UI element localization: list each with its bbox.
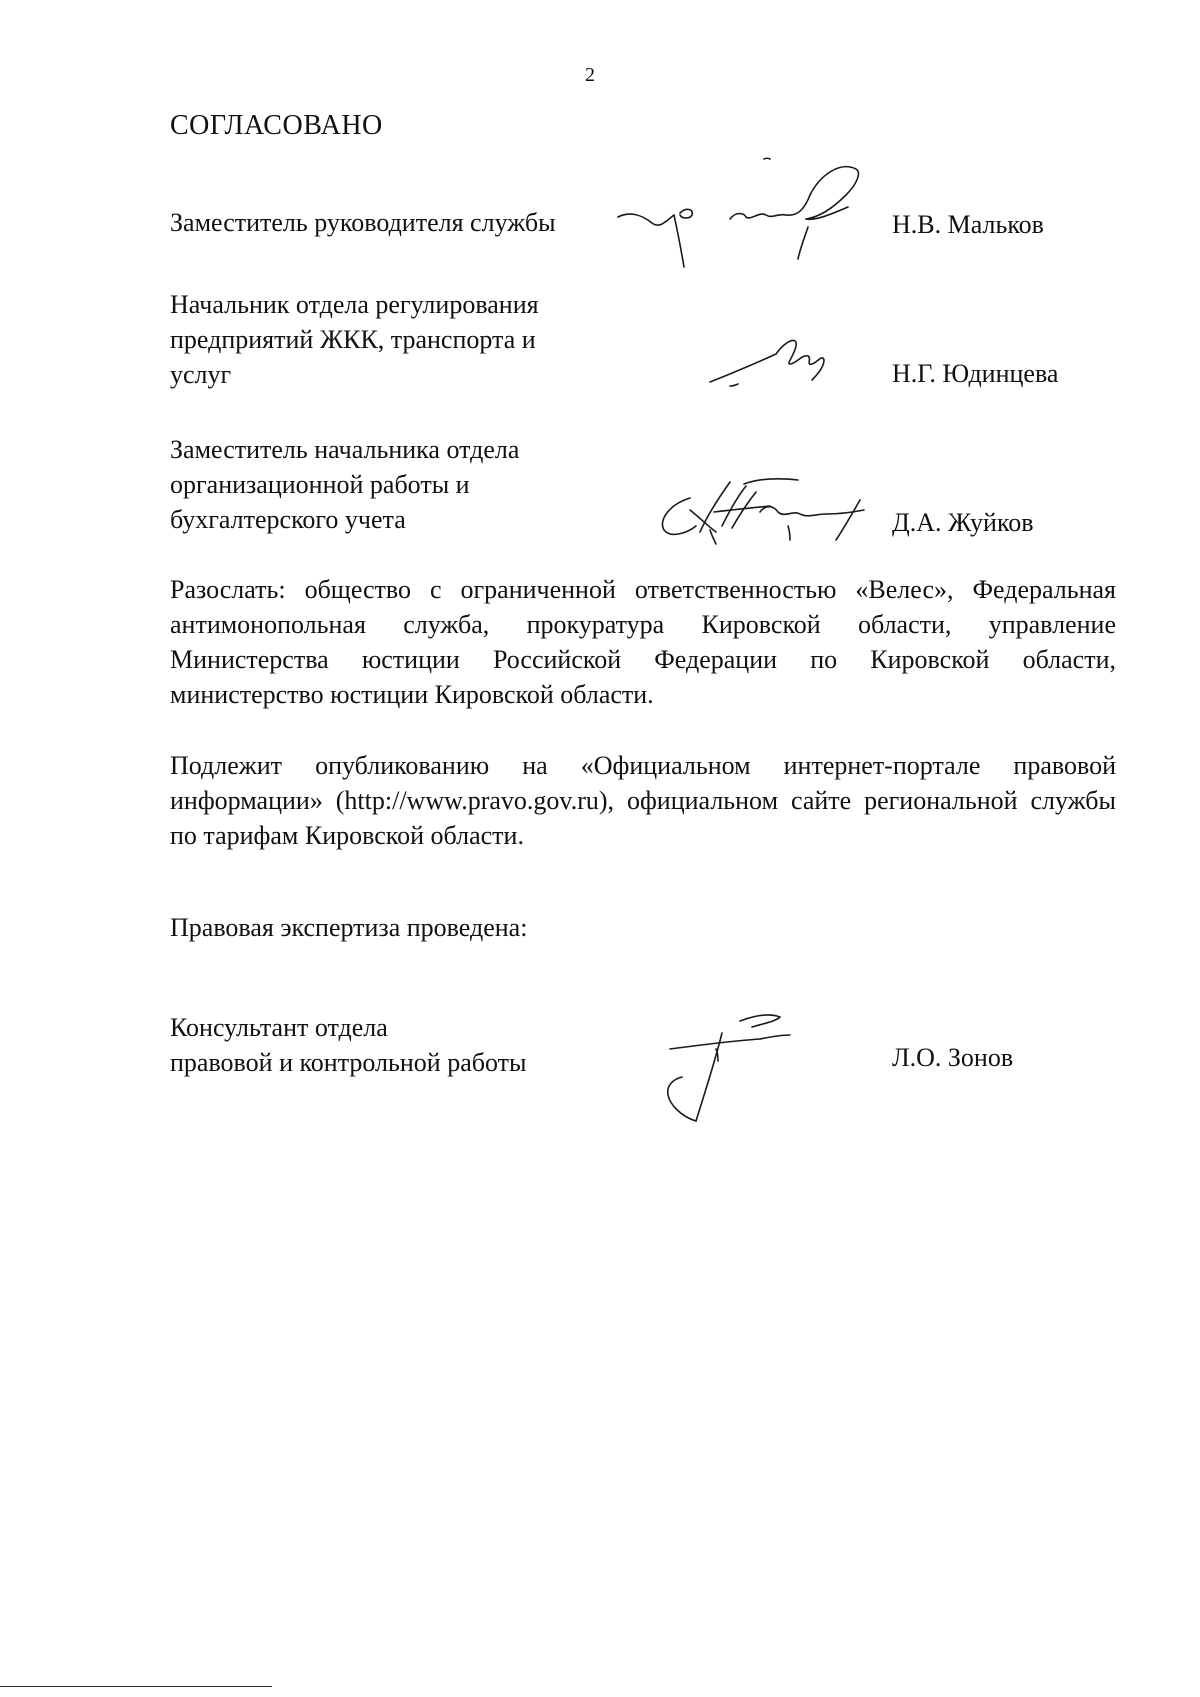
approver-2-position	[170, 287, 539, 392]
approver-2-name: Н.Г. Юдинцева	[892, 359, 1059, 388]
legal-review-position	[170, 1010, 526, 1080]
approver-3-name: Д.А. Жуйков	[892, 508, 1034, 537]
approver-2-position-line: Начальник отдела регулирования	[170, 290, 539, 319]
signature-2-image	[700, 330, 850, 410]
page-number: 2	[585, 64, 595, 86]
legal-reviewer-name: Л.О. Зонов	[892, 1043, 1014, 1072]
signature-4-image	[630, 1005, 830, 1135]
legal-review-position-line: Консультант отдела	[170, 1013, 388, 1042]
publication-paragraph: Подлежит опубликованию на «Официальном интернет-портале правовой информации» (http://www.pravo.gov.ru), официальном сайте региональной службы по тарифам Кировской области.	[170, 751, 1116, 850]
signature-1-image	[610, 155, 890, 275]
signature-3-image	[650, 470, 910, 560]
approver-1-name: Н.В. Мальков	[892, 210, 1044, 239]
approver-2-position-line: предприятий ЖКК, транспорта и	[170, 325, 536, 354]
approver-1-position	[170, 205, 556, 240]
approver-2-position-line: услуг	[170, 360, 232, 389]
approver-3-position	[170, 432, 519, 537]
approver-3-position-line: бухгалтерского учета	[170, 505, 406, 534]
approver-3-position-line: Заместитель начальника отдела	[170, 435, 520, 464]
footer-divider	[0, 1686, 272, 1687]
legal-review-position-line: правовой и контрольной работы	[170, 1048, 527, 1077]
legal-review-title: Правовая экспертиза проведена:	[170, 913, 528, 942]
approval-heading: СОГЛАСОВАНО	[170, 110, 383, 141]
distribution-paragraph: Разослать: общество с ограниченной ответственностью «Велес», Федеральная антимонопольная служба, прокуратура Кировской области, управление Министерства юстиции Российской Федерации по Кировской области, министерство юстиции Кировской области.	[170, 575, 1116, 709]
approver-3-position-line: организационной работы и	[170, 470, 470, 499]
approver-1-position-line: Заместитель руководителя службы	[170, 208, 556, 237]
